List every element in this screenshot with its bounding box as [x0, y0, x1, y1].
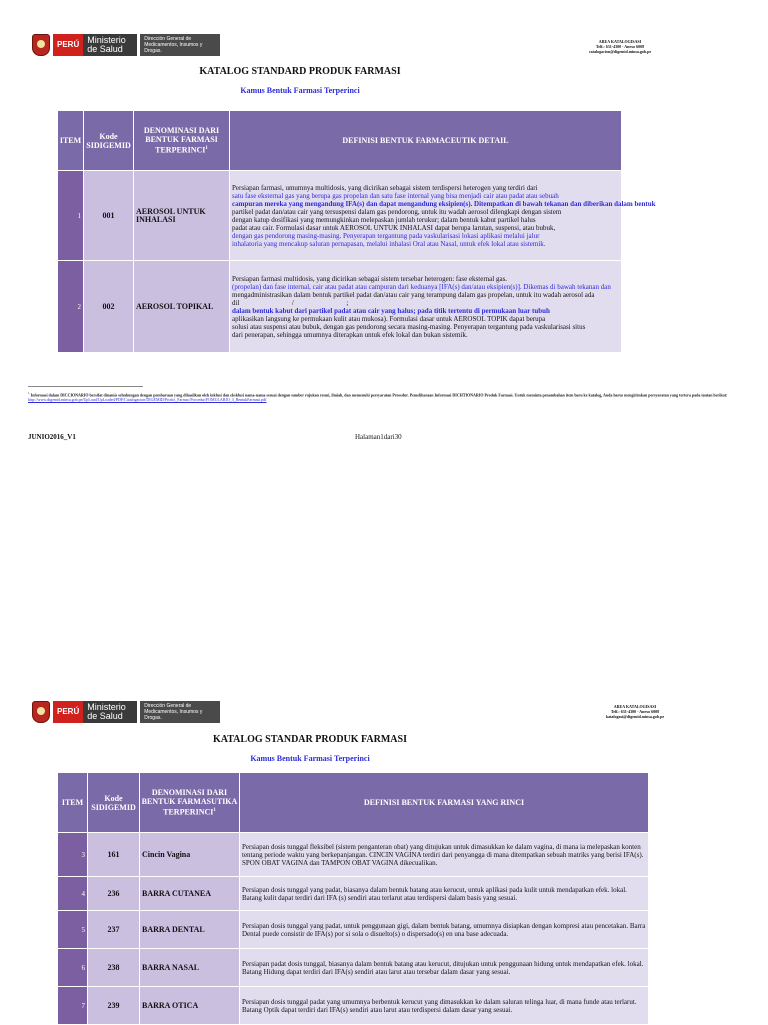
- table-row: [58, 261, 622, 353]
- ministry-label: Ministerio de Salud: [83, 701, 137, 723]
- col-definisi: DEFINISI BENTUK FARMASI YANG RINCI: [240, 773, 649, 833]
- page-title: KATALOG STANDAR PRODUK FARMASI: [213, 734, 407, 745]
- contact-area: AREA KATALOGISASI: [613, 704, 657, 709]
- footnote-text: Informasi dalam DICCIONARIO bersifat dinamis sehubungan dengan pembaruan yang dihasilkan oleh inklusi dan eksklusi nama-nama sesuai dengan sumber rujukan resmi, ilmiah, dan memenuhi persyaratan Prosedur. Pemeliharaan Informasi DICHTIONARIO Produk Farmasi. Untuk meminta penambahan item baru ke katalog, Anda harus mengirimkan persyaratan yang tertera pada tautan berikut:: [30, 392, 728, 398]
- directorate-label: Dirección General de Medicamentos, Insumos y Drogas.: [140, 701, 220, 723]
- peru-label: PERÚ: [53, 701, 83, 723]
- def-line: mengadministrasikan dalam bentuk partikel padat dan/atau cair yang terampung dalam gas propelan, untuk itu wadah aerosol ada: [232, 290, 595, 299]
- row-kode: 236: [88, 877, 140, 911]
- col-item: ITEM: [58, 111, 84, 171]
- ministry-logo: [32, 33, 220, 57]
- def-line: satu fase eksternal gas yang berupa gas propelan dan satu fase internal yang bisa menjadi cair atau padat atau sebuah: [232, 191, 559, 200]
- ministry-label: Ministerio de Salud: [83, 34, 137, 56]
- def-line: dengan gas pendorong masing-masing. Penyerapan tergantung pada vaskularisasi lokasi aplikasi melalui jalur: [232, 231, 540, 240]
- table-row: [58, 987, 649, 1025]
- contact-area: AREA KATALOGISASI: [598, 39, 642, 44]
- contact-block: [560, 39, 680, 54]
- footnote-marker: 1: [28, 391, 30, 395]
- row-nama: BARRA CUTANEA: [140, 877, 240, 911]
- row-definition: [230, 171, 656, 261]
- row-definition: Persiapan padat dosis tunggal, biasanya dalam bentuk batang atau kerucut, ditujukan untuk penggunaan hidung untuk mendapatkan efek. lokal. Batang Hidung dapat terdiri dari IFA(s) sendiri atau larut atau tersebar dalam dasar yang sesuai.: [240, 949, 649, 987]
- row-nama: BARRA DENTAL: [140, 911, 240, 949]
- row-nama: BARRA NASAL: [140, 949, 240, 987]
- contact-email: catalogacion@digemid.minsa.gob.pe: [588, 49, 652, 54]
- col-kode: Kode SIDIGEMID: [88, 773, 140, 833]
- document-version: JUNIO2016_V1: [28, 433, 76, 441]
- row-kode: 239: [88, 987, 140, 1025]
- row-item: 2: [58, 261, 84, 353]
- def-line: partikel padat dan/atau cair yang tersuspensi dalam gas pendorong, untuk itu wadah aerosol dilengkapi dengan sistem: [232, 207, 562, 216]
- row-nama: AEROSOL UNTUK INHALASI: [134, 171, 230, 261]
- row-item: 7: [58, 987, 88, 1025]
- ministry-logo: [32, 700, 220, 724]
- row-nama: Cincin Vagina: [140, 833, 240, 877]
- page-subtitle: Kamus Bentuk Farmasi Terperinci: [250, 754, 370, 763]
- document-page-2: [0, 690, 768, 1024]
- contact-phone: Telf.: 631-4300 - Anexo 6008: [610, 709, 660, 714]
- def-line: padat atau cair. Formulasi dasar untuk AEROSOL UNTUK INHALASI dapat berupa larutan, suspensi, atau bubuk,: [232, 223, 556, 232]
- row-nama: BARRA OTICA: [140, 987, 240, 1025]
- col-denominasi: DENOMINASI DARI BENTUK FARMASUTIKA TERPERINCI$^1$: [140, 773, 240, 833]
- row-item: 3: [58, 833, 88, 877]
- def-line: dalam bentuk kabut dari partikel padat atau cair yang halus; pada titik tertentu di permukaan luar tubuh: [232, 306, 550, 315]
- row-definition: Persiapan dosis tunggal fleksibel (sistem penganteran obat) yang ditujukan untuk dimasukkan ke dalam vagina, di mana ia melepaskan konten tentang periode waktu yang berkepanjangan. CINCIN VAGINA terdiri dari penyangga di mana ditempatkan sebuah matriks yang berisi IFA(s). SPON OBAT VAGINA dan TAMPON OBAT VAGINA dikecualikan.: [240, 833, 649, 877]
- def-line: campuran mereka yang mengandung IFA(s) dan dapat mengandung eksipien(s). Ditempatkan di bawah tekanan dan diberikan dalam bentuk: [232, 199, 656, 208]
- contact-phone: Telf.: 631-4300 - Anexo 6008: [595, 44, 645, 49]
- def-line: aplikasikan langsung ke permukaan kulit atau mukosa). Formulasi dasar untuk AEROSOL TOPIK dapat berupa: [232, 314, 546, 323]
- footnote: [28, 391, 743, 402]
- def-line: dari penerapan, sehingga umumnya diterapkan untuk efek lokal dan bukan sistemik.: [232, 330, 468, 339]
- peru-label: PERÚ: [53, 34, 83, 56]
- def-line: Persiapan farmasi, umumnya multidosis, yang dicirikan sebagai sistem terdispersi heterogen yang terdiri dari: [232, 183, 538, 192]
- row-definition: Persiapan dosis tunggal padat yang umumnya berbentuk kerucut yang dimasukkan ke dalam saluran telinga luar, di mana funde atau terlarut. Batang Optik dapat terdiri dari IFA(s) sendiri atau larut atau terdispersi dalam dasar yang sesuai.: [240, 987, 649, 1025]
- page-number: Halaman1dari30: [355, 433, 402, 441]
- coat-of-arms-icon: [32, 701, 50, 723]
- row-nama: AEROSOL TOPIKAL: [134, 261, 230, 353]
- row-kode: 238: [88, 949, 140, 987]
- table-row: [58, 877, 649, 911]
- page-title: KATALOG STANDARD PRODUK FARMASI: [199, 66, 401, 77]
- table-row: [58, 911, 649, 949]
- contact-email: katalogasi@digemid.minsa.gob.pe: [605, 714, 665, 719]
- row-item: 4: [58, 877, 88, 911]
- table-row: [58, 833, 649, 877]
- coat-of-arms-icon: [32, 34, 50, 56]
- row-item: 1: [58, 171, 84, 261]
- footnote-link[interactable]: http://www.digemid.minsa.gob.pe/UpLoad/UpLoaded/PDF/Catalogacion/DIGEMID/Prodct_Farmac/Procedur/FOMULARIO_3_BentukFarmasi.pdf: [28, 397, 267, 403]
- row-definition: [230, 261, 622, 353]
- def-line: (propelan) dan fase internal, cair atau padat atau campuran dari keduanya [IFA(s) dan/atau eksipien(s)]. Dikemas di bawah tekanan dan: [232, 282, 611, 291]
- def-line: Persiapan farmasi multidosis, yang dicirikan sebagai sistem tersebar heterogen: fase eksternal gas.: [232, 274, 508, 283]
- row-kode: 002: [84, 261, 134, 353]
- def-line: inhalatoria yang mencakup saluran pernapasan, melalui inhalasi Oral atau Nasal, untuk efek lokal atau sistemik.: [232, 239, 546, 248]
- document-page-1: [0, 0, 768, 470]
- row-kode: 161: [88, 833, 140, 877]
- row-kode: 237: [88, 911, 140, 949]
- directorate-label: Dirección General de Medicamentos, Insumos y Drogas.: [140, 34, 220, 56]
- def-line: solusi atau suspensi atau bubuk, dengan gas pendorong secara masing-masing. Penyerapan tergantung pada vaskularisasi situs: [232, 322, 586, 331]
- contact-block: [575, 704, 695, 719]
- col-definisi: DEFINISI BENTUK FARMACEUTIK DETAIL: [230, 111, 622, 171]
- dosage-form-table: [57, 110, 656, 353]
- row-item: 5: [58, 911, 88, 949]
- col-kode: Kode SIDIGEMID: [84, 111, 134, 171]
- dosage-form-table: [57, 772, 649, 1025]
- row-definition: Persiapan dosis tunggal yang padat, biasanya dalam bentuk batang atau kerucut, untuk aplikasi pada kulit untuk mendapatkan efek. lokal. Batang kulit dapat terdiri dari IFA (s) sendiri atau terlarut atau terdispersi dalam basis yang sesuai.: [240, 877, 649, 911]
- col-item: ITEM: [58, 773, 88, 833]
- table-row: [58, 171, 622, 261]
- col-denominasi: DENOMINASI DARI BENTUK FARMASI TERPERINCI$^1$: [134, 111, 230, 171]
- def-line: dengan katup dosifikasi yang memungkinkan melepaskan jumlah terukur; dalam bentuk kabut partikel halus: [232, 215, 536, 224]
- row-item: 6: [58, 949, 88, 987]
- page-subtitle: Kamus Bentuk Farmasi Terperinci: [240, 86, 360, 95]
- row-definition: Persiapan dosis tunggal yang padat, untuk penggunaan gigi, dalam bentuk batang, umumnya disiapkan dengan kompresi atau pencetakan. Barra Dental puede consistir de IFA(s) por si sola o disuelto(s) o dispersado(s) en una base adecuada.: [240, 911, 649, 949]
- row-kode: 001: [84, 171, 134, 261]
- def-line: dil / ;: [232, 298, 349, 307]
- footnote-divider: [28, 386, 143, 387]
- table-row: [58, 949, 649, 987]
